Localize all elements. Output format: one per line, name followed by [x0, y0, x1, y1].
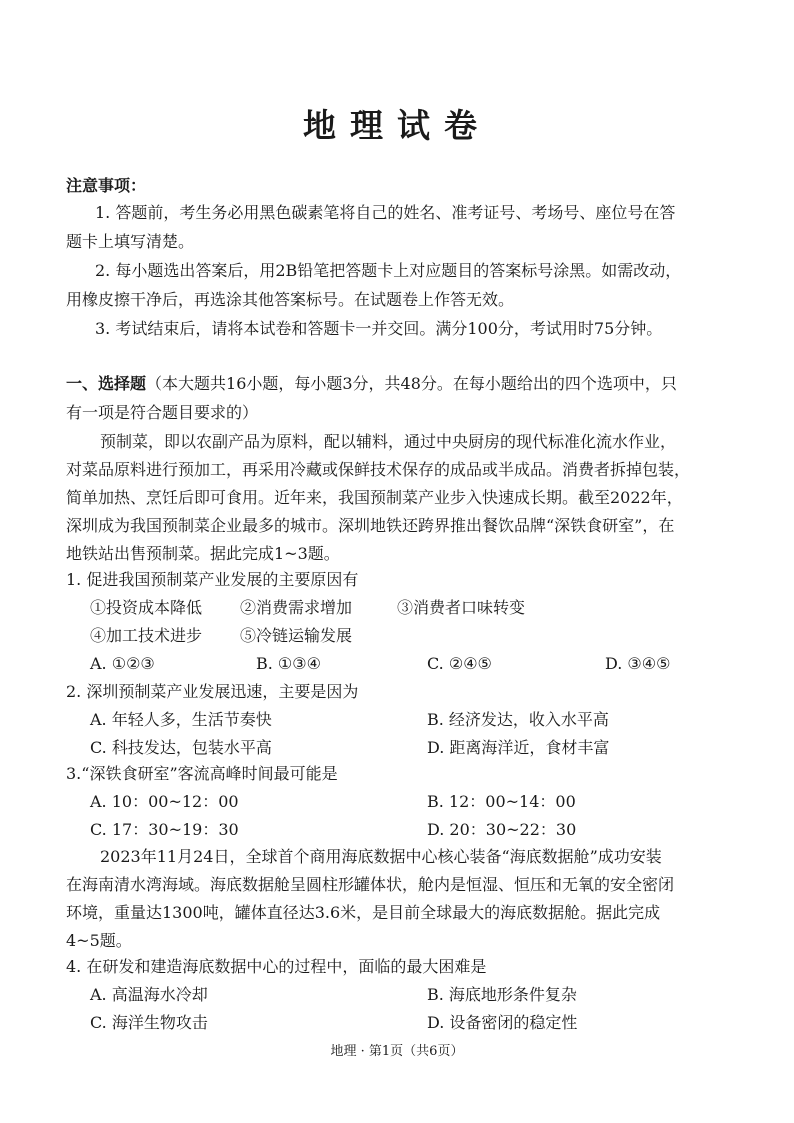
question-stem: 1. 促进我国预制菜产业发展的主要原因有: [66, 570, 359, 589]
passage-line: 在海南清水湾海域。海底数据舱呈圆柱形罐体状，舱内是恒湿、恒压和无氧的安全密闭: [66, 875, 675, 894]
option-a[interactable]: A. 年轻人多，生活节奏快: [90, 710, 272, 729]
notice-line: 2. 每小题选出答案后，用2B铅笔把答题卡上对应题目的答案标号涂黑。如需改动，: [95, 261, 682, 280]
question-stem: 3.“深铁食研室”客流高峰时间最可能是: [66, 764, 338, 783]
passage-line: 预制菜，即以农副产品为原料，配以辅料，通过中央厨房的现代标准化流水作业，: [100, 432, 677, 451]
notice-heading: 注意事项：: [66, 176, 147, 195]
notice-line: 3. 考试结束后，请将本试卷和答题卡一并交回。满分100分，考试用时75分钟。: [95, 319, 663, 338]
statement-item: ①投资成本降低: [90, 598, 203, 617]
passage-line: 对菜品原料进行预加工，再采用冷藏或保鲜技术保存的成品或半成品。消费者拆掉包装，: [66, 460, 691, 479]
option-d[interactable]: D. 20：30~22：30: [427, 820, 577, 839]
question-stem: 2. 深圳预制菜产业发展迅速，主要是因为: [66, 682, 359, 701]
notice-line: 题卡上填写清楚。: [66, 232, 195, 251]
option-a[interactable]: A. 10：00~12：00: [90, 792, 239, 811]
option-d[interactable]: D. ③④⑤: [605, 654, 671, 673]
section-description: 有一项是符合题目要求的）: [66, 403, 259, 422]
option-c[interactable]: C. ②④⑤: [427, 654, 492, 673]
option-c[interactable]: C. 海洋生物攻击: [90, 1013, 208, 1032]
notice-line: 1. 答题前，考生务必用黑色碳素笔将自己的姓名、准考证号、考场号、座位号在答: [95, 203, 676, 222]
statement-item: ②消费需求增加: [240, 598, 353, 617]
option-b[interactable]: B. 海底地形条件复杂: [427, 985, 577, 1004]
passage-line: 简单加热、烹饪后即可食用。近年来，我国预制菜产业步入快速成长期。截至2022年，: [66, 488, 683, 507]
option-b[interactable]: B. 经济发达，收入水平高: [427, 710, 609, 729]
section-heading-line: [66, 373, 677, 395]
statement-item: ④加工技术进步: [90, 626, 203, 645]
option-d[interactable]: D. 设备密闭的稳定性: [427, 1013, 578, 1032]
passage-line: 2023年11月24日，全球首个商用海底数据中心核心装备“海底数据舱”成功安装: [100, 847, 662, 866]
page-title: 地理试卷: [303, 106, 491, 145]
statement-item: ⑤冷链运输发展: [240, 626, 353, 645]
passage-line: 4~5题。: [66, 931, 132, 950]
option-a[interactable]: A. 高温海水冷却: [90, 985, 208, 1004]
section-description: （本大题共16小题，每小题3分，共48分。在每小题给出的四个选项中，只: [146, 374, 677, 393]
option-b[interactable]: B. 12：00~14：00: [427, 792, 576, 811]
passage-line: 地铁站出售预制菜。据此完成1~3题。: [66, 544, 340, 563]
notice-line: 用橡皮擦干净后，再选涂其他答案标号。在试题卷上作答无效。: [66, 290, 515, 309]
option-a[interactable]: A. ①②③: [90, 654, 155, 673]
passage-line: 环境，重量达1300吨，罐体直径达3.6米，是目前全球最大的海底数据舱。据此完成: [66, 903, 661, 922]
section-heading: 一、选择题: [66, 374, 147, 393]
option-c[interactable]: C. 17：30~19：30: [90, 820, 239, 839]
question-stem: 4. 在研发和建造海底数据中心的过程中，面临的最大困难是: [66, 957, 487, 976]
option-c[interactable]: C. 科技发达，包装水平高: [90, 738, 272, 757]
option-b[interactable]: B. ①③④: [256, 654, 321, 673]
option-d[interactable]: D. 距离海洋近，食材丰富: [427, 738, 610, 757]
page-footer: 地理 · 第1页（共6页）: [330, 1044, 464, 1059]
statement-item: ③消费者口味转变: [397, 598, 526, 617]
passage-line: 深圳成为我国预制菜企业最多的城市。深圳地铁还跨界推出餐饮品牌“深铁食研室”，在: [66, 516, 675, 535]
